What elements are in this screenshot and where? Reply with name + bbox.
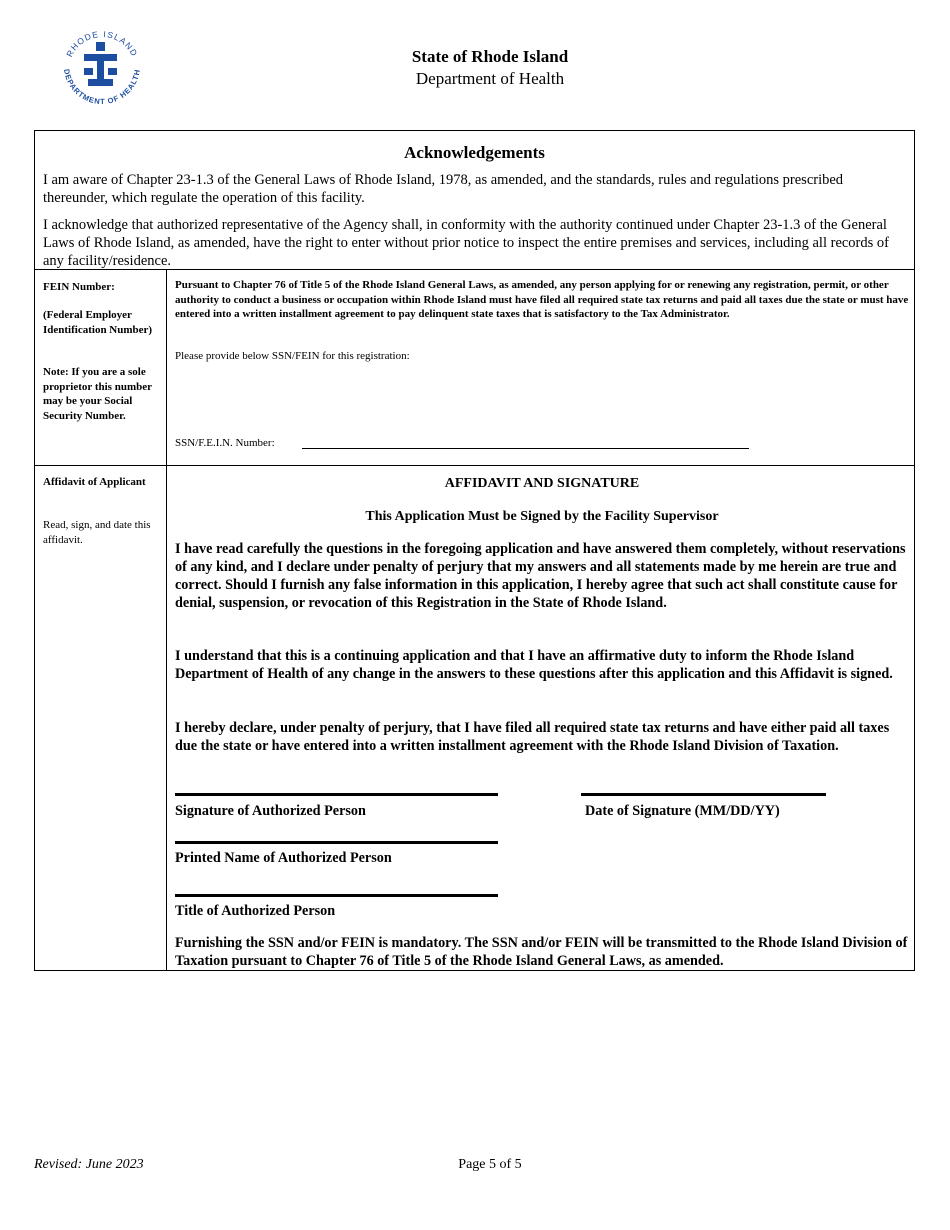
affidavit-paragraph-1: I have read carefully the questions in the foregoing application and have answered them completely, without reservations of any kind, and I declare under penalty of perjury that my answers and all statements made by me herein are true and correct. Should I furnish any false information in this application, I hereby agree that such act shall constitute cause for denial, suspension, or revocation of this Registration in the State of Rhode Island. [175, 541, 906, 611]
affidavit-section [35, 466, 914, 970]
affidavit-content-column [167, 466, 914, 970]
mandatory-notice: Furnishing the SSN and/or FEIN is mandatory. The SSN and/or FEIN will be transmitted to the Rhode Island Division of Taxation pursuant to Chapter 76 of Title 5 of the Rhode Island General Laws, as amended. [175, 935, 908, 969]
title-label: Title of Authorized Person [175, 903, 336, 919]
affidavit-title: AFFIDAVIT AND SIGNATURE [444, 476, 640, 491]
fein-content-column [167, 270, 914, 465]
acknowledgement-paragraph-2: I acknowledge that authorized representative of the Agency shall, in conformity with the authority continued under Chapter 23-1.3 of the General Laws of Rhode Island, as amended, have the right to enter without prior notice to inspect the entire premises and services, including all records of any facility/residence. [43, 217, 889, 269]
fein-statement: Pursuant to Chapter 76 of Title 5 of the Rhode Island General Laws, as amended, any person applying for or renewing any registration, permit, or other authority to conduct a business or occupation within Rhode Island must have filed all required state tax returns and paid all taxes due the state or must have entered into a written installment agreement to pay delinquent state taxes that is satisfactory to the Tax Administrator. [175, 279, 909, 320]
seal-bottom-text: DEPARTMENT OF HEALTH [62, 68, 142, 107]
title-field[interactable] [175, 894, 498, 897]
affidavit-label: Affidavit of Applicant [43, 476, 146, 488]
header-state: State of Rhode Island [411, 47, 569, 66]
signature-field[interactable] [175, 793, 498, 796]
header-department: Department of Health [415, 69, 565, 88]
affidavit-paragraph-2: I understand that this is a continuing application and that I have an affirmative duty to inform the Rhode Island Department of Health of any change in the answers to these questions after this application and this Affidavit is signed. [175, 648, 893, 682]
registration-form [34, 130, 915, 971]
fein-label-column [35, 270, 167, 465]
ri-doh-seal-icon [56, 24, 148, 112]
acknowledgements-section [35, 131, 914, 270]
ssn-fein-field[interactable] [302, 448, 749, 449]
printed-name-field[interactable] [175, 841, 498, 844]
fein-label: FEIN Number: [43, 281, 115, 293]
fein-sublabel: (Federal Employer Identification Number) [43, 309, 153, 336]
acknowledgement-paragraph-1: I am aware of Chapter 23-1.3 of the General Laws of Rhode Island, 1978, as amended, and the standards, rules and regulations prescribed thereunder, which regulate the operation of this facility. [43, 172, 844, 206]
affidavit-instruction: Read, sign, and date this affidavit. [43, 519, 151, 546]
fein-note: Note: If you are a sole proprietor this number may be your Social Security Number. [43, 366, 152, 422]
affidavit-subtitle: This Application Must be Signed by the Facility Supervisor [365, 509, 719, 524]
seal-top-text: RHODE ISLAND [64, 28, 140, 59]
printed-name-label: Printed Name of Authorized Person [175, 850, 392, 866]
affidavit-label-column [35, 466, 167, 970]
ssn-fein-label: SSN/F.E.I.N. Number: [175, 437, 275, 449]
affidavit-paragraph-3: I hereby declare, under penalty of perjury, that I have filed all required state tax returns and have either paid all taxes due the state or have entered into a written installment agreement with the Rhode Island Division of Taxation. [175, 720, 890, 754]
fein-section [35, 270, 914, 466]
revised-date: Revised: June 2023 [34, 1157, 144, 1172]
fein-prompt: Please provide below SSN/FEIN for this registration: [175, 350, 410, 362]
page-number: Page 5 of 5 [458, 1157, 522, 1172]
date-of-signature-label: Date of Signature (MM/DD/YY) [585, 803, 780, 819]
date-of-signature-field[interactable] [581, 793, 826, 796]
acknowledgements-title: Acknowledgements [404, 143, 545, 162]
signature-label: Signature of Authorized Person [175, 803, 366, 819]
